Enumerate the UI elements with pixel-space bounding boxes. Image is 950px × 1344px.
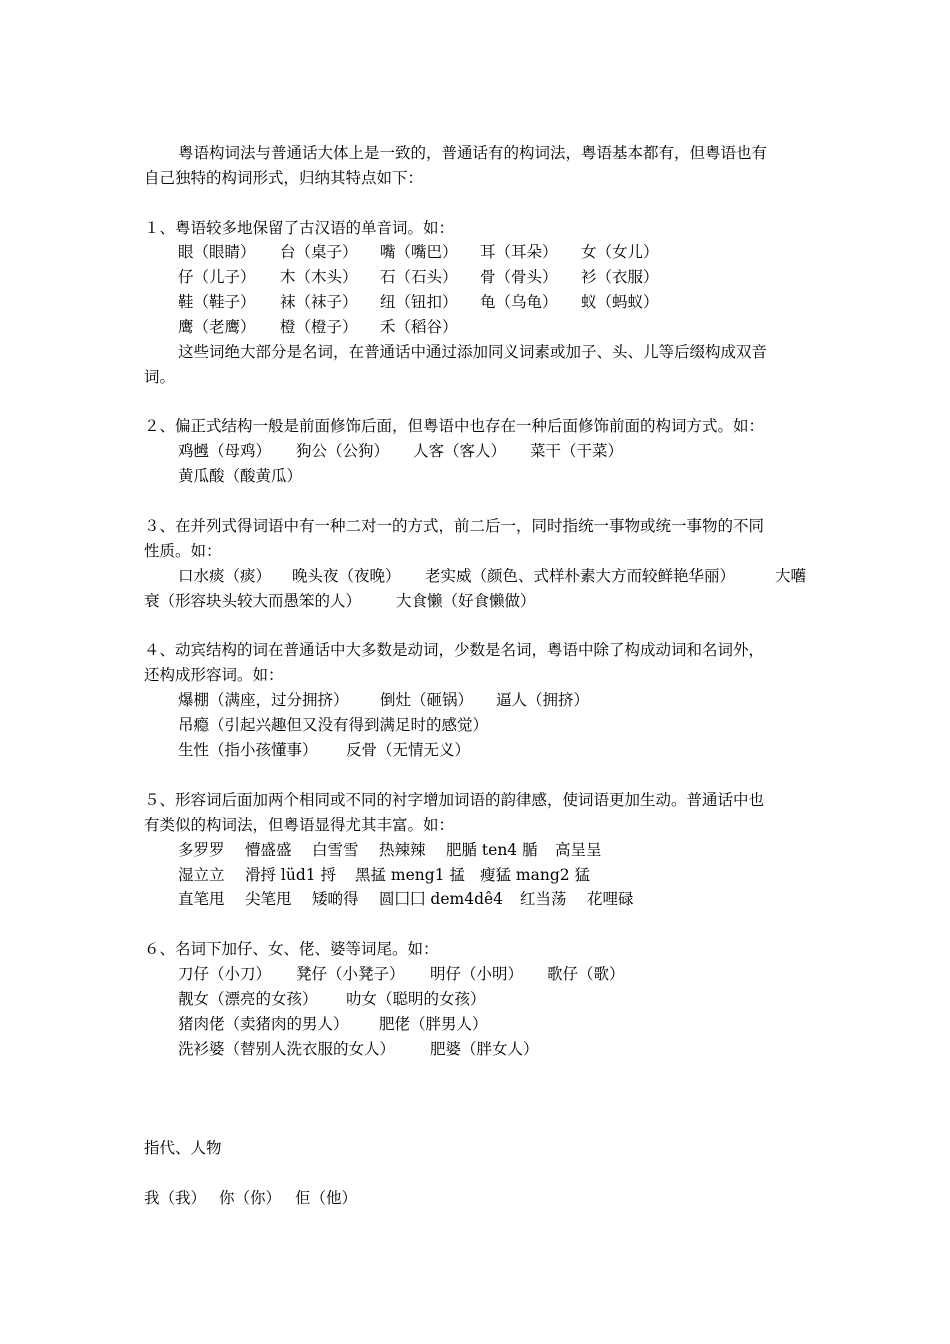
word-item: 衰（形容块头较大而愚笨的人）: [144, 592, 362, 610]
section-2-heading-text: ２、偏正式结构一般是前面修饰后面，但粤语中也存在一种后面修饰前面的构词方式。如：: [144, 417, 765, 435]
word-item: 蚁（蚂蚁）: [581, 293, 659, 311]
word-item: 高呈呈: [555, 841, 602, 859]
word-item: 肥婆（胖女人）: [430, 1040, 539, 1058]
word-item: 女（女儿）: [581, 243, 659, 261]
section-1-note-text-2: 词。: [144, 368, 176, 386]
word-item: 纽（钮扣）: [380, 293, 458, 311]
word-item: 你（你）: [219, 1189, 282, 1207]
word-item: 菜干（干菜）: [530, 442, 624, 460]
section-5-heading-text-2: 有类似的构词法，但粤语显得尤其丰富。如：: [144, 816, 455, 834]
intro-text-1: 粤语构词法与普通话大体上是一致的，普通话有的构词法，粤语基本都有，但粤语也有: [178, 144, 768, 162]
section-1-note-text-1: 这些词绝大部分是名词，在普通话中通过添加同义词素或加子、头、儿等后缀构成双音: [178, 343, 768, 361]
word-item: 我（我）: [144, 1189, 207, 1207]
word-item: 台（桌子）: [280, 243, 358, 261]
word-item: 眼（眼睛）: [178, 243, 256, 261]
section-1-heading-text: １、粤语较多地保留了古汉语的单音词。如：: [144, 219, 455, 237]
word-item: 明仔（小明）: [430, 965, 524, 983]
word-item: 鸡乸（母鸡）: [178, 442, 272, 460]
word-item: 耳（耳朵）: [480, 243, 558, 261]
word-item: 龟（乌龟）: [480, 293, 558, 311]
word-item: 白雪雪: [312, 841, 359, 859]
word-item: 直笔甩: [178, 890, 225, 908]
word-item: 热辣辣: [379, 841, 426, 859]
word-item: 佢（他）: [295, 1189, 358, 1207]
word-item: 倒灶（砸锅）: [380, 691, 474, 709]
word-item: 鹰（老鹰）: [178, 318, 256, 336]
word-item: 骨（骨头）: [480, 268, 558, 286]
word-item: 凳仔（小凳子）: [296, 965, 405, 983]
word-item: 多罗罗: [178, 841, 225, 859]
word-item: 大嚿: [775, 567, 807, 585]
word-item: 尖笔甩: [245, 890, 292, 908]
word-item: 老实威（颜色、式样朴素大方而较鲜艳华丽）: [425, 567, 736, 585]
word-item: 狗公（公狗）: [296, 442, 390, 460]
word-item: 仔（儿子）: [178, 268, 256, 286]
word-item: 瘦猛 mang2 猛: [480, 866, 591, 884]
word-item: 鞋（鞋子）: [178, 293, 256, 311]
word-item: 衫（衣服）: [581, 268, 659, 286]
word-item: 懵盛盛: [245, 841, 292, 859]
word-item: 木（木头）: [280, 268, 358, 286]
word-item: 黄瓜酸（酸黄瓜）: [178, 467, 303, 485]
section-6-heading-text: ６、名词下加仔、女、佬、婆等词尾。如：: [144, 940, 439, 958]
section-3-heading-text-2: 性质。如：: [144, 542, 222, 560]
word-item: 黑掹 meng1 掹: [355, 866, 465, 884]
word-item: 肥佬（胖男人）: [379, 1015, 488, 1033]
word-item: 禾（稻谷）: [380, 318, 458, 336]
word-item: 嘴（嘴巴）: [380, 243, 458, 261]
word-item: 爆棚（满座，过分拥挤）: [178, 691, 349, 709]
section-4-heading-text-2: 还构成形容词。如：: [144, 666, 284, 684]
word-item: 晚头夜（夜晚）: [292, 567, 401, 585]
word-item: 洗衫婆（替别人洗衣服的女人）: [178, 1040, 396, 1058]
word-item: 红当荡: [520, 890, 567, 908]
word-item: 叻女（聪明的女孩）: [346, 990, 486, 1008]
intro-text-2: 自己独特的构词形式，归纳其特点如下：: [144, 169, 424, 187]
word-item: 口水痰（痰）: [178, 567, 272, 585]
word-item: 大食懒（好食懒做）: [396, 592, 536, 610]
word-item: 矮啲得: [312, 890, 359, 908]
word-item: 湿立立: [178, 866, 225, 884]
word-item: 吊瘾（引起兴趣但又没有得到满足时的感觉）: [178, 716, 489, 734]
word-item: 滑捋 lüd1 捋: [245, 866, 337, 884]
word-item: 猪肉佬（卖猪肉的男人）: [178, 1015, 349, 1033]
word-item: 反骨（无情无义）: [346, 741, 471, 759]
section-4-heading-text-1: ４、动宾结构的词在普通话中大多数是动词，少数是名词，粤语中除了构成动词和名词外，: [144, 641, 765, 659]
word-item: 橙（橙子）: [280, 318, 358, 336]
word-item: 歌仔（歌）: [547, 965, 625, 983]
word-item: 袜（袜子）: [280, 293, 358, 311]
word-item: 人客（客人）: [413, 442, 507, 460]
section-3-heading-text-1: ３、在并列式得词语中有一种二对一的方式，前二后一，同时指统一事物或统一事物的不同: [144, 517, 765, 535]
word-item: 生性（指小孩懂事）: [178, 741, 318, 759]
pronouns-heading-text: 指代、人物: [144, 1139, 222, 1157]
word-item: 花哩碌: [587, 890, 634, 908]
word-item: 靓女（漂亮的女孩）: [178, 990, 318, 1008]
word-item: 圆囗囗 dem4dê4: [379, 890, 504, 908]
word-item: 逼人（拥挤）: [496, 691, 590, 709]
section-5-heading-text-1: ５、形容词后面加两个相同或不同的衬字增加词语的韵律感，使词语更加生动。普通话中也: [144, 791, 765, 809]
word-item: 石（石头）: [380, 268, 458, 286]
word-item: 肥腯 ten4 腯: [446, 841, 538, 859]
word-item: 刀仔（小刀）: [178, 965, 272, 983]
